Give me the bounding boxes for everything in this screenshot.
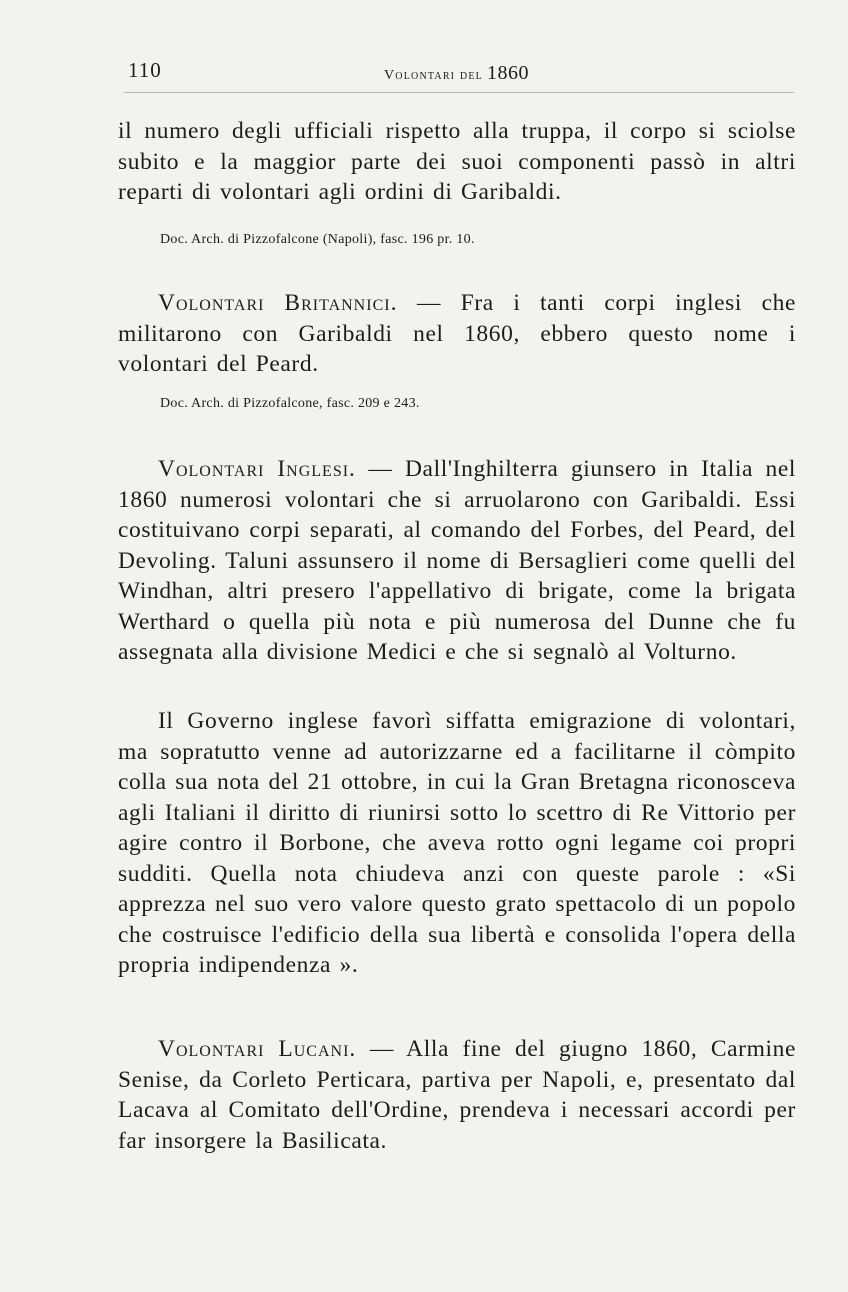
entry-heading-britannici: Volontari Britannici. [158,290,398,316]
entry-volontari-inglesi [118,454,796,668]
running-title [384,62,529,85]
entry-text-inglesi: — Dall'Inghilterra giunsero in Italia nel 1860 numerosi volontari che si arruolarono con Garibaldi. Essi costituivano corpi separati, al comando del Forbes, del Peard, del Devoling. Taluni assunsero il nome di Bersaglieri come quelli del Windhan, altri presero l'appellativo di brigate, come la brigata Werthard o quella più nota e più numerosa del Dunne che fu assegnata alla divisione Medici e che si segnalò al Volturno. [118,456,796,665]
britannici-citation: Doc. Arch. di Pizzofalcone, fasc. 209 e 243. [160,396,420,411]
entry-volontari-lucani [118,1034,796,1156]
continuation-citation: Doc. Arch. di Pizzofalcone (Napoli), fasc. 196 pr. 10. [160,232,475,247]
entry-text-lucani: — Alla fine del giugno 1860, Carmine Senise, da Corleto Perticara, partiva per Napoli, e, presentato dal Lacava al Comitato dell'Ordine, prendeva i necessari accordi per far insorgere la Basilicata. [118,1036,796,1154]
entry-heading-inglesi: Volontari Inglesi. [158,456,356,482]
inglesi-paragraph-2: Il Governo inglese favorì siffatta emigrazione di volontari, ma sopratutto venne ad autorizzarne ed a facilitarne il còmpito colla sua nota del 21 ottobre, in cui la Gran Bretagna riconosceva agli Italiani il diritto di riunirsi sotto lo scettro di Re Vittorio per agire contro il Borbone, che aveva rotto ogni legame coi propri sudditi. Quella nota chiudeva anzi con queste parole : «Si apprezza nel suo vero valore questo grato spettacolo di un popolo che costruisce l'edificio della sua libertà e consolida l'opera della propria indipendenza ». [118,708,796,978]
running-title-text: Volontari del [384,68,483,83]
page-header [124,56,794,92]
entry-volontari-britannici [118,288,796,380]
running-title-year: 1860 [486,62,529,84]
entry-text-britannici: — Fra i tanti corpi inglesi che militarono con Garibaldi nel 1860, ebbero questo nome i volontari del Peard. [118,290,797,377]
header-rule [124,92,794,93]
entry-heading-lucani: Volontari Lucani. [158,1036,357,1062]
continuation-paragraph: il numero degli ufficiali rispetto alla truppa, il corpo si sciolse subito e la maggior parte dei suoi componenti passò in altri reparti di volontari agli ordini di Garibaldi. [118,118,796,205]
page-number: 110 [128,58,162,82]
